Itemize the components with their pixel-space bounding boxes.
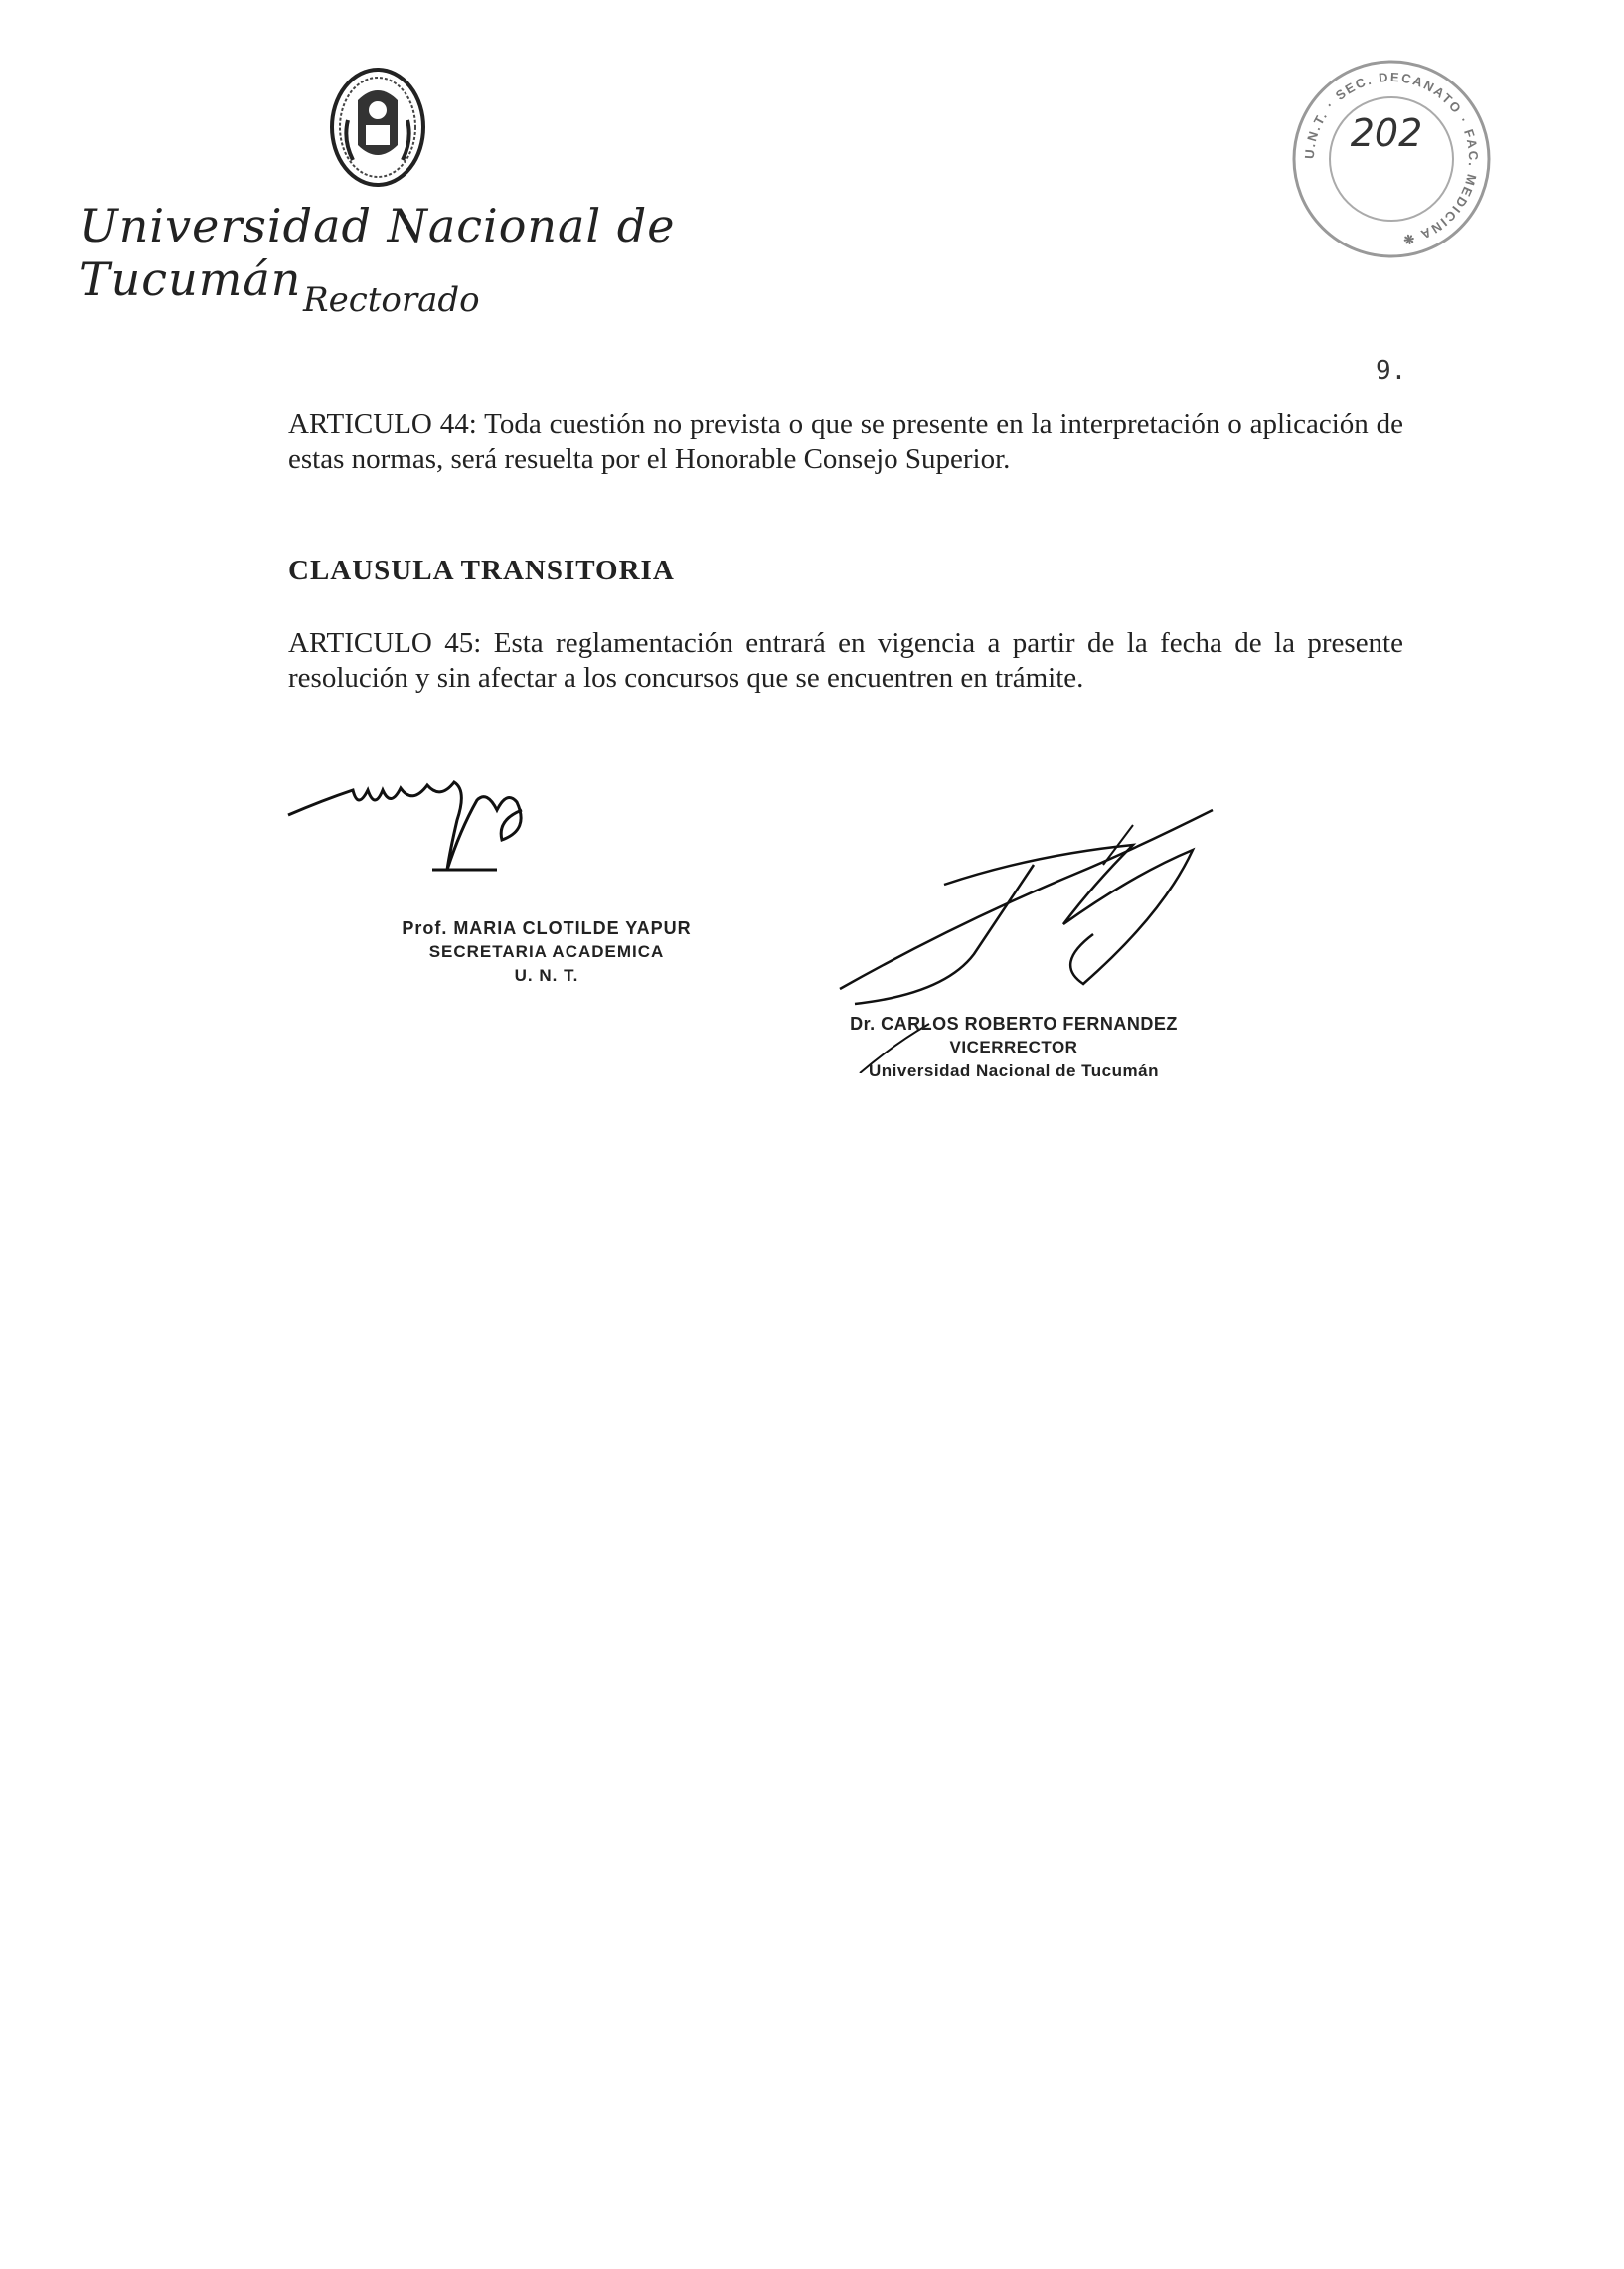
page-number: 9. <box>1376 356 1407 386</box>
stamp-ring-text: U.N.T. · SEC. DECANATO · FAC. MEDICINA ❋ <box>1301 69 1482 248</box>
signature-block-right <box>845 1012 1183 1083</box>
faculty-stamp <box>1287 55 1496 263</box>
signer-right-name: Dr. CARLOS ROBERTO FERNANDEZ <box>850 1014 1178 1034</box>
signature-block-left <box>378 916 716 988</box>
transitory-clause-heading: CLAUSULA TRANSITORIA <box>288 555 675 586</box>
signature-left-icon <box>283 770 681 890</box>
signer-right-institution: Universidad Nacional de Tucumán <box>869 1061 1159 1080</box>
stamp-number: 202 <box>1350 111 1423 155</box>
article-44: ARTICULO 44: Toda cuestión no prevista o que se presente en la interpretación o aplicación de estas normas, será resuelta por el Honorable Consejo Superior. <box>288 408 1403 475</box>
signer-right-title: VICERRECTOR <box>949 1038 1078 1056</box>
institution-name: Universidad Nacional de Tucumán <box>80 199 676 306</box>
signer-left-institution: U. N. T. <box>514 966 579 985</box>
signer-left-name: Prof. MARIA CLOTILDE YAPUR <box>402 918 692 938</box>
article-45: ARTICULO 45: Esta reglamentación entrará en vigencia a partir de la fecha de la presente resolución y sin afectar a los concursos que se encuentren en trámite. <box>288 627 1403 694</box>
office-name: Rectorado <box>303 280 480 320</box>
university-crest-icon <box>328 66 427 190</box>
signer-left-title: SECRETARIA ACADEMICA <box>428 942 665 961</box>
